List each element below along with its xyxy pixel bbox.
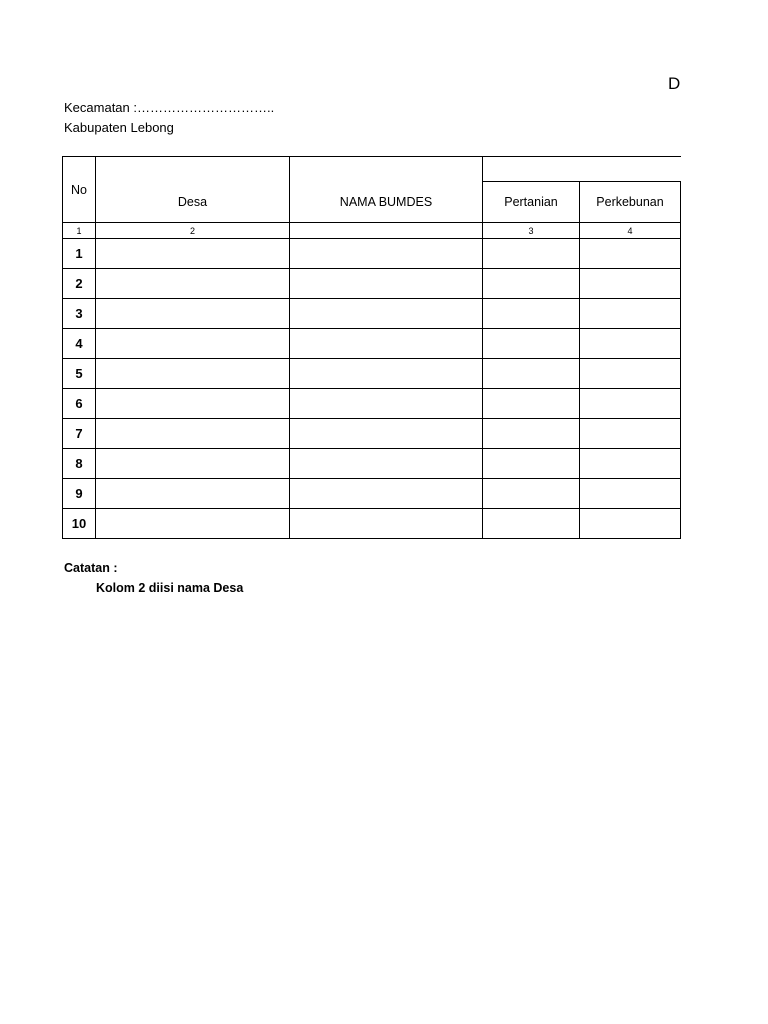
header-nama-bumdes: NAMA BUMDES <box>290 157 483 223</box>
desa-cell[interactable] <box>96 359 290 389</box>
table-row <box>63 359 681 389</box>
notes-section <box>64 558 243 598</box>
desa-cell[interactable] <box>96 509 290 539</box>
table-header-row <box>63 157 681 182</box>
document-header <box>64 98 274 138</box>
row-number: 10 <box>63 509 96 539</box>
perkebunan-cell[interactable] <box>580 239 681 269</box>
table-row <box>63 509 681 539</box>
bumdes-cell[interactable] <box>290 239 483 269</box>
pertanian-cell[interactable] <box>483 269 580 299</box>
pertanian-cell[interactable] <box>483 359 580 389</box>
row-number: 2 <box>63 269 96 299</box>
perkebunan-cell[interactable] <box>580 359 681 389</box>
header-no: No <box>63 157 96 223</box>
desa-cell[interactable] <box>96 269 290 299</box>
column-index-row <box>63 223 681 239</box>
notes-body: Kolom 2 diisi nama Desa <box>96 581 244 595</box>
pertanian-cell[interactable] <box>483 329 580 359</box>
desa-cell[interactable] <box>96 389 290 419</box>
table-row <box>63 419 681 449</box>
perkebunan-cell[interactable] <box>580 449 681 479</box>
table-row <box>63 479 681 509</box>
kecamatan-line: Kecamatan :………………………….. <box>64 100 275 115</box>
column-index: 2 <box>96 223 290 239</box>
page-code-letter: D <box>668 74 681 93</box>
column-index: 3 <box>483 223 580 239</box>
bumdes-cell[interactable] <box>290 449 483 479</box>
row-number: 8 <box>63 449 96 479</box>
row-number: 1 <box>63 239 96 269</box>
bumdes-cell[interactable] <box>290 509 483 539</box>
header-perkebunan: Perkebunan <box>580 182 681 223</box>
pertanian-cell[interactable] <box>483 299 580 329</box>
column-index: 4 <box>580 223 681 239</box>
pertanian-cell[interactable] <box>483 239 580 269</box>
table-row <box>63 329 681 359</box>
kabupaten-line: Kabupaten Lebong <box>64 120 174 135</box>
header-desa: Desa <box>96 157 290 223</box>
header-pertanian: Pertanian <box>483 182 580 223</box>
table-row <box>63 389 681 419</box>
header-group-cell <box>483 157 681 182</box>
bumdes-table <box>62 156 681 539</box>
perkebunan-cell[interactable] <box>580 269 681 299</box>
bumdes-cell[interactable] <box>290 359 483 389</box>
bumdes-cell[interactable] <box>290 299 483 329</box>
column-index <box>290 223 483 239</box>
pertanian-cell[interactable] <box>483 419 580 449</box>
bumdes-cell[interactable] <box>290 269 483 299</box>
perkebunan-cell[interactable] <box>580 299 681 329</box>
desa-cell[interactable] <box>96 419 290 449</box>
perkebunan-cell[interactable] <box>580 329 681 359</box>
pertanian-cell[interactable] <box>483 389 580 419</box>
perkebunan-cell[interactable] <box>580 479 681 509</box>
desa-cell[interactable] <box>96 329 290 359</box>
pertanian-cell[interactable] <box>483 479 580 509</box>
bumdes-cell[interactable] <box>290 389 483 419</box>
desa-cell[interactable] <box>96 239 290 269</box>
row-number: 5 <box>63 359 96 389</box>
notes-title: Catatan : <box>64 561 118 575</box>
bumdes-cell[interactable] <box>290 479 483 509</box>
perkebunan-cell[interactable] <box>580 389 681 419</box>
pertanian-cell[interactable] <box>483 449 580 479</box>
desa-cell[interactable] <box>96 449 290 479</box>
row-number: 4 <box>63 329 96 359</box>
table-row <box>63 299 681 329</box>
column-index: 1 <box>63 223 96 239</box>
table-row <box>63 449 681 479</box>
desa-cell[interactable] <box>96 299 290 329</box>
bumdes-cell[interactable] <box>290 329 483 359</box>
table-row <box>63 239 681 269</box>
desa-cell[interactable] <box>96 479 290 509</box>
perkebunan-cell[interactable] <box>580 509 681 539</box>
row-number: 3 <box>63 299 96 329</box>
row-number: 9 <box>63 479 96 509</box>
pertanian-cell[interactable] <box>483 509 580 539</box>
row-number: 7 <box>63 419 96 449</box>
row-number: 6 <box>63 389 96 419</box>
bumdes-cell[interactable] <box>290 419 483 449</box>
table-row <box>63 269 681 299</box>
perkebunan-cell[interactable] <box>580 419 681 449</box>
